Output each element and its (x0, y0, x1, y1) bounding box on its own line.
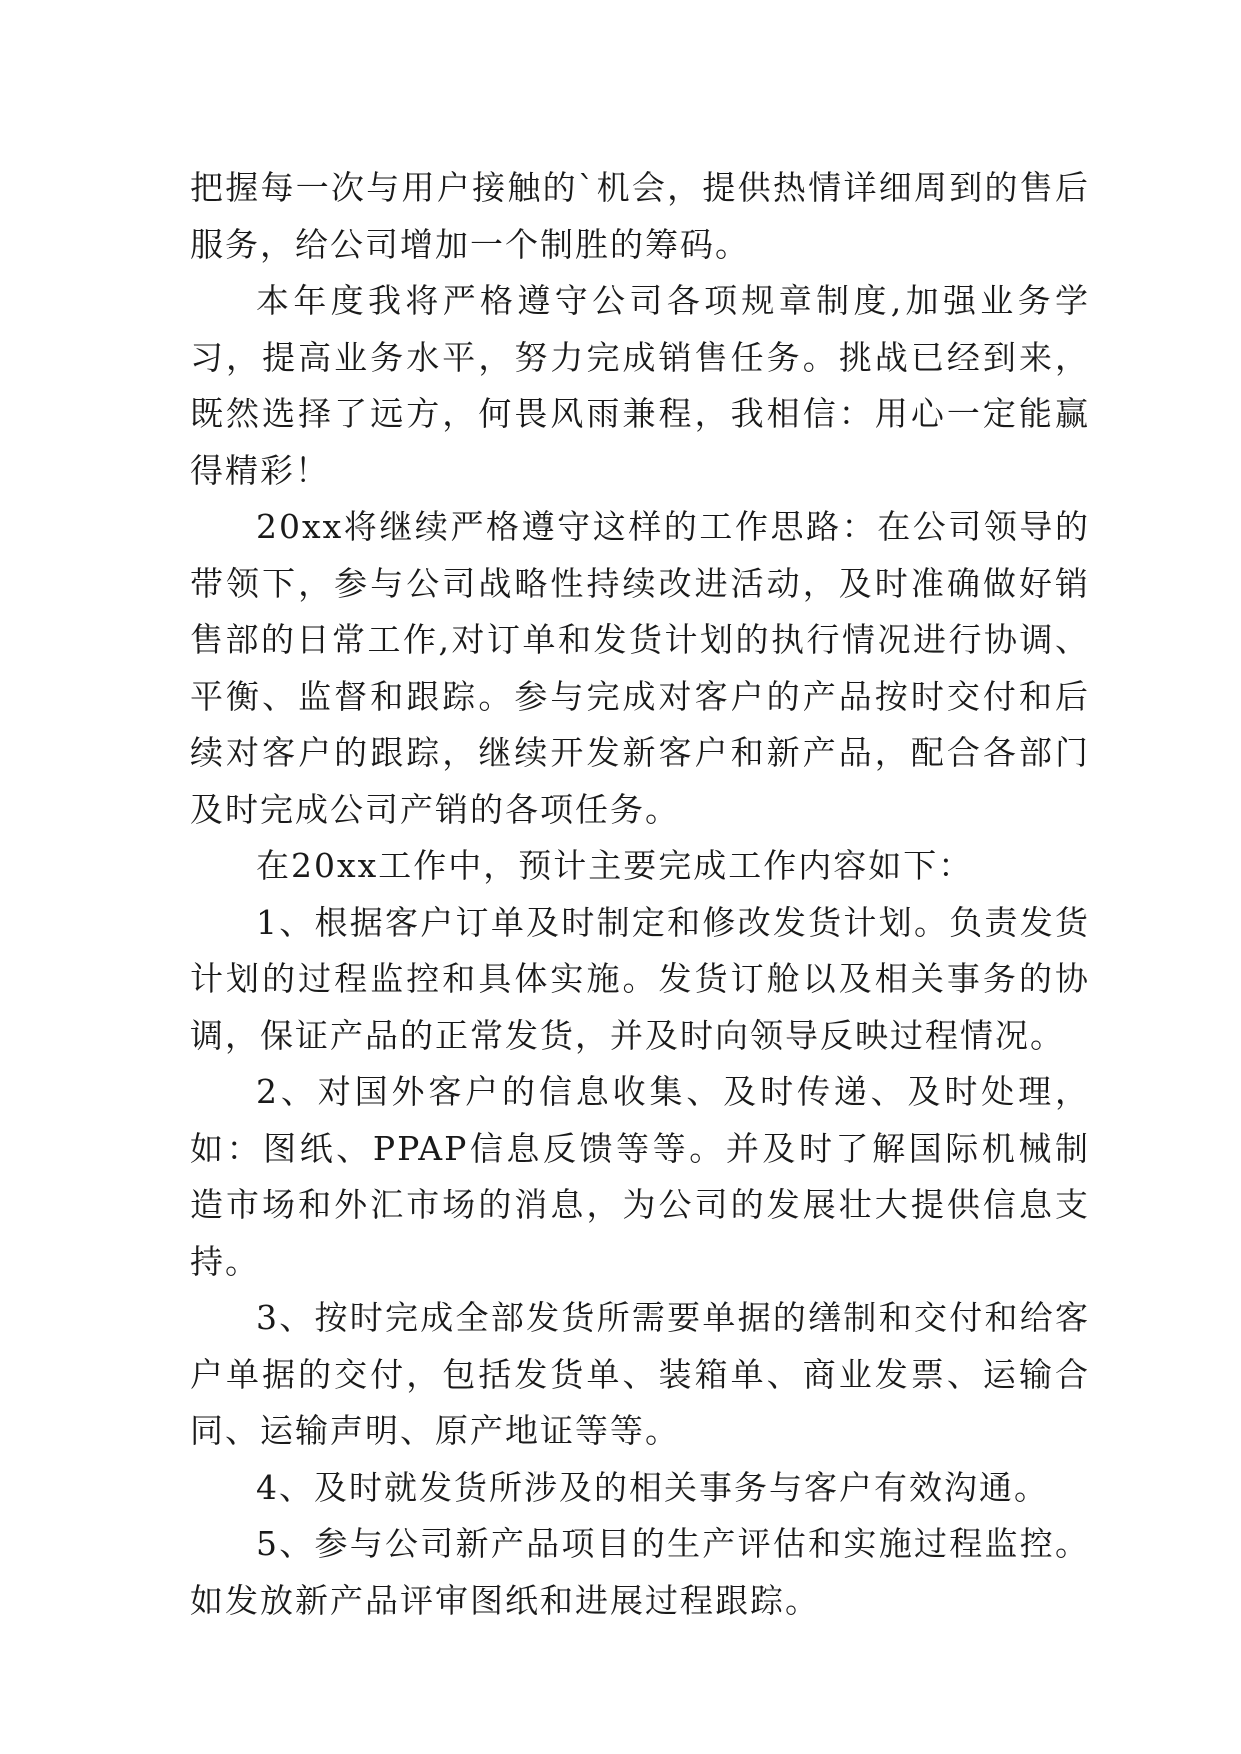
paragraph-1: 把握每一次与用户接触的`机会，提供热情详细周到的售后服务，给公司增加一个制胜的筹码。 (190, 168, 1090, 264)
list-item-3: 3、按时完成全部发货所需要单据的缮制和交付和给客户单据的交付，包括发货单、装箱单、商业发票、运输合同、运输声明、原产地证等等。 (190, 1298, 1090, 1450)
paragraph-2: 本年度我将严格遵守公司各项规章制度,加强业务学习，提高业务水平，努力完成销售任务。挑战已经到来，既然选择了远方，何畏风雨兼程，我相信：用心一定能赢得精彩！ (190, 281, 1090, 490)
list-item-4: 4、及时就发货所涉及的相关事务与客户有效沟通。 (256, 1467, 1049, 1507)
paragraph-3: 20xx将继续严格遵守这样的工作思路：在公司领导的带领下，参与公司战略性持续改进活动，及时准确做好销售部的日常工作,对订单和发货计划的执行情况进行协调、平衡、监督和跟踪。参与完成对客户的产品按时交付和后续对客户的跟踪，继续开发新客户和新产品，配合各部门及时完成公司产销的各项任务。 (190, 507, 1090, 829)
paragraph-4: 在20xx工作中，预计主要完成工作内容如下： (256, 846, 974, 885)
list-item-5: 5、参与公司新产品项目的生产评估和实施过程监控。如发放新产品评审图纸和进展过程跟踪。 (190, 1524, 1090, 1620)
list-item-2: 2、对国外客户的信息收集、及时传递、及时处理，如：图纸、PPAP信息反馈等等。并及时了解国际机械制造市场和外汇市场的消息，为公司的发展壮大提供信息支持。 (190, 1072, 1090, 1281)
list-item-1: 1、根据客户订单及时制定和修改发货计划。负责发货计划的过程监控和具体实施。发货订舱以及相关事务的协调，保证产品的正常发货，并及时向领导反映过程情况。 (190, 902, 1090, 1055)
document-body (190, 160, 1090, 1629)
